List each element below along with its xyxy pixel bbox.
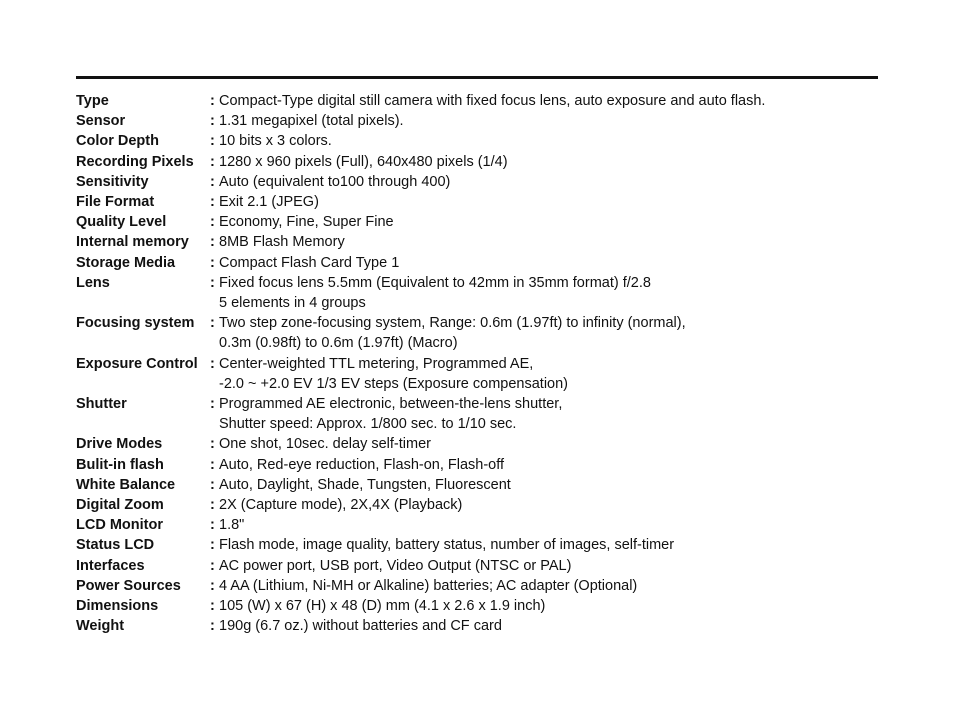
spec-label: Drive Modes <box>76 436 163 453</box>
spec-value <box>219 616 876 636</box>
spec-separator: : <box>210 153 215 170</box>
spec-value <box>219 495 876 515</box>
spec-row <box>76 596 876 616</box>
spec-label: File Format <box>76 194 155 211</box>
spec-value <box>219 212 876 232</box>
spec-label: Dimensions <box>76 598 159 615</box>
spec-separator: : <box>210 173 215 190</box>
spec-label: Color Depth <box>76 133 159 150</box>
spec-label: Internal memory <box>76 234 189 251</box>
spec-label: Status LCD <box>76 537 155 554</box>
spec-value-line: Fixed focus lens 5.5mm (Equivalent to 42mm in 35mm format) f/2.8 <box>219 274 651 291</box>
spec-separator: : <box>210 234 215 251</box>
spec-label: Quality Level <box>76 214 167 231</box>
spec-row <box>76 434 876 454</box>
spec-row <box>76 313 876 353</box>
spec-value <box>219 172 876 192</box>
spec-row <box>76 354 876 394</box>
spec-separator: : <box>210 598 215 615</box>
spec-separator: : <box>210 436 215 453</box>
spec-separator: : <box>210 497 215 514</box>
spec-row <box>76 475 876 495</box>
spec-row <box>76 495 876 515</box>
spec-value-line: -2.0 ~ +2.0 EV 1/3 EV steps (Exposure compensation) <box>219 375 568 392</box>
spec-value <box>219 313 876 353</box>
spec-label: Type <box>76 93 109 109</box>
spec-separator: : <box>210 456 215 473</box>
spec-label: Focusing system <box>76 315 195 332</box>
spec-row <box>76 232 876 252</box>
spec-value-line: Flash mode, image quality, battery status, number of images, self-timer <box>219 537 675 554</box>
spec-separator: : <box>210 476 215 493</box>
spec-value-line: 190g (6.7 oz.) without batteries and CF card <box>219 618 502 635</box>
spec-label: Digital Zoom <box>76 497 164 514</box>
spec-separator: : <box>210 315 215 332</box>
spec-value-line: Compact-Type digital still camera with fixed focus lens, auto exposure and auto flash. <box>219 93 766 109</box>
spec-separator: : <box>210 93 215 109</box>
spec-row <box>76 253 876 273</box>
spec-value <box>219 515 876 535</box>
spec-value-line: Auto (equivalent to100 through 400) <box>219 173 451 190</box>
spec-value <box>219 232 876 252</box>
spec-label: Storage Media <box>76 254 176 271</box>
spec-value <box>219 556 876 576</box>
spec-row <box>76 455 876 475</box>
spec-label: Recording Pixels <box>76 153 194 170</box>
spec-value-line: Auto, Red-eye reduction, Flash-on, Flash-off <box>219 456 505 473</box>
spec-separator: : <box>210 618 215 635</box>
spec-label: Interfaces <box>76 557 145 574</box>
spec-row <box>76 131 876 151</box>
spec-separator: : <box>210 113 215 130</box>
spec-value-line: Auto, Daylight, Shade, Tungsten, Fluorescent <box>219 476 511 493</box>
spec-value-line: 8MB Flash Memory <box>219 234 345 251</box>
spec-value-line: 2X (Capture mode), 2X,4X (Playback) <box>219 497 463 514</box>
spec-row <box>76 273 876 313</box>
spec-value <box>219 455 876 475</box>
spec-label: Sensitivity <box>76 173 149 190</box>
spec-value-line: Center-weighted TTL metering, Programmed AE, <box>219 355 534 372</box>
spec-separator: : <box>210 133 215 150</box>
spec-row <box>76 172 876 192</box>
spec-separator: : <box>210 537 215 554</box>
spec-value-line: Two step zone-focusing system, Range: 0.6m (1.97ft) to infinity (normal), <box>219 315 686 332</box>
spec-label: Sensor <box>76 113 126 130</box>
spec-separator: : <box>210 194 215 211</box>
spec-row <box>76 535 876 555</box>
spec-separator: : <box>210 396 215 413</box>
spec-row <box>76 394 876 434</box>
spec-value-line: 1280 x 960 pixels (Full), 640x480 pixels (1/4) <box>219 153 508 170</box>
spec-row <box>76 91 876 111</box>
spec-separator: : <box>210 355 215 372</box>
spec-separator: : <box>210 577 215 594</box>
spec-value <box>219 253 876 273</box>
spec-value <box>219 394 876 434</box>
spec-value-line: Economy, Fine, Super Fine <box>219 214 394 231</box>
header-rule <box>76 76 878 79</box>
spec-label: Lens <box>76 274 110 291</box>
spec-value <box>219 131 876 151</box>
spec-label: Weight <box>76 618 125 635</box>
spec-value <box>219 434 876 454</box>
spec-value-line: AC power port, USB port, Video Output (NTSC or PAL) <box>219 557 572 574</box>
spec-row <box>76 556 876 576</box>
spec-value <box>219 91 876 111</box>
spec-value-line: Exit 2.1 (JPEG) <box>219 194 319 211</box>
spec-value-line: Programmed AE electronic, between-the-lens shutter, <box>219 396 563 413</box>
spec-separator: : <box>210 214 215 231</box>
spec-value <box>219 354 876 394</box>
spec-separator: : <box>210 557 215 574</box>
spec-value-line: One shot, 10sec. delay self-timer <box>219 436 431 453</box>
spec-row <box>76 212 876 232</box>
spec-row <box>76 111 876 131</box>
spec-separator: : <box>210 274 215 291</box>
spec-value <box>219 152 876 172</box>
spec-value <box>219 535 876 555</box>
spec-value <box>219 475 876 495</box>
specifications-list <box>76 91 876 636</box>
spec-label: White Balance <box>76 476 176 493</box>
spec-value-line: 1.31 megapixel (total pixels). <box>219 113 404 130</box>
spec-value <box>219 111 876 131</box>
spec-value-line: 1.8" <box>219 517 245 534</box>
spec-value <box>219 596 876 616</box>
spec-label: Exposure Control <box>76 355 198 372</box>
spec-row <box>76 192 876 212</box>
spec-value-line: 105 (W) x 67 (H) x 48 (D) mm (4.1 x 2.6 x 1.9 inch) <box>219 598 546 615</box>
spec-row <box>76 515 876 535</box>
spec-label: Bulit-in flash <box>76 456 164 473</box>
spec-separator: : <box>210 254 215 271</box>
spec-value-line: 5 elements in 4 groups <box>219 295 366 312</box>
spec-separator: : <box>210 517 215 534</box>
spec-value <box>219 192 876 212</box>
spec-label: Shutter <box>76 396 127 413</box>
spec-row <box>76 152 876 172</box>
spec-value-line: 10 bits x 3 colors. <box>219 133 332 150</box>
spec-value <box>219 576 876 596</box>
spec-value <box>219 273 876 313</box>
spec-value-line: Shutter speed: Approx. 1/800 sec. to 1/10 sec. <box>219 416 517 433</box>
spec-value-line: 0.3m (0.98ft) to 0.6m (1.97ft) (Macro) <box>219 335 458 352</box>
spec-value-line: 4 AA (Lithium, Ni-MH or Alkaline) batteries; AC adapter (Optional) <box>219 577 638 594</box>
spec-row <box>76 576 876 596</box>
spec-row <box>76 616 876 636</box>
spec-value-line: Compact Flash Card Type 1 <box>219 254 400 271</box>
spec-label: Power Sources <box>76 577 181 594</box>
spec-label: LCD Monitor <box>76 517 163 534</box>
